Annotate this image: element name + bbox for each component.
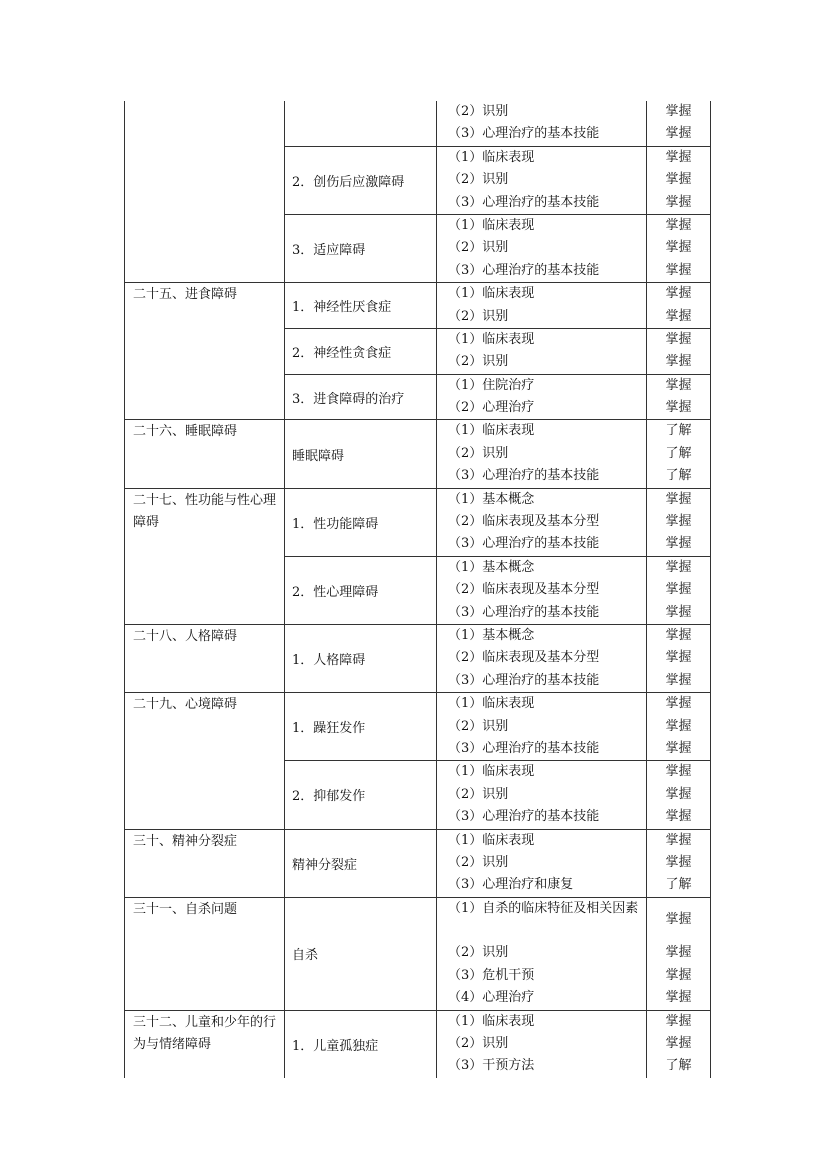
level-value: 掌握 [665,967,692,983]
level-value: 掌握 [665,809,692,825]
content-cell [437,214,647,282]
topic-cell [285,101,437,146]
level-value: 掌握 [665,1013,692,1029]
level-value: 了解 [665,423,692,439]
level-value: 掌握 [665,764,692,780]
content-item: （3）心理治疗的基本技能 [448,536,600,552]
table-row [125,693,711,761]
content-item: （2）识别 [448,445,509,461]
unit-cell: 二十六、睡眠障碍 [125,420,285,488]
topic-cell: 2．创伤后应激障碍 [285,146,437,214]
content-cell [437,283,647,329]
level-value: 掌握 [665,262,692,278]
level-cell [647,693,711,761]
topic-cell: 精神分裂症 [285,829,437,897]
content-item: （3）心理治疗的基本技能 [448,194,600,210]
level-value: 掌握 [665,990,692,1006]
topic-cell: 1．人格障碍 [285,624,437,692]
content-item: （1）临床表现 [448,696,535,712]
level-value: 掌握 [665,854,692,870]
content-item: （1）临床表现 [448,1013,535,1029]
content-cell [437,761,647,829]
topic-cell: 2．抑郁发作 [285,761,437,829]
table-row [125,101,711,146]
content-cell [437,1010,647,1078]
content-item: （3）心理治疗和康复 [448,877,574,893]
content-item: （1）基本概念 [448,627,535,643]
level-value: 掌握 [665,149,692,165]
content-cell [437,374,647,420]
level-value: 掌握 [665,604,692,620]
level-value: 掌握 [665,491,692,507]
level-value: 掌握 [665,718,692,734]
level-value: 了解 [665,877,692,893]
content-item: （2）临床表现及基本分型 [448,514,600,530]
content-cell [437,829,647,897]
content-item: （2）心理治疗 [448,400,535,416]
level-cell [647,761,711,829]
table-row [125,420,711,488]
level-value: 掌握 [665,582,692,598]
syllabus-table [124,101,711,1078]
level-value: 掌握 [665,217,692,233]
content-item: （2）临床表现及基本分型 [448,650,600,666]
content-item: （1）临床表现 [448,423,535,439]
level-cell [647,101,711,146]
level-cell [647,488,711,556]
level-cell [647,829,711,897]
content-item: （1）基本概念 [448,559,535,575]
content-cell [437,897,647,1010]
topic-cell: 3．适应障碍 [285,214,437,282]
level-value: 掌握 [665,172,692,188]
content-cell [437,328,647,374]
topic-cell: 2．神经性贪食症 [285,328,437,374]
level-cell [647,624,711,692]
content-item: （2）识别 [448,104,509,119]
table-row [125,1010,711,1078]
content-item: （2）识别 [448,240,509,256]
level-value: 掌握 [665,786,692,802]
level-value: 掌握 [665,400,692,416]
content-item: （2）识别 [448,1036,509,1052]
level-cell [647,1010,711,1078]
level-value: 掌握 [665,911,692,927]
content-item: （2）识别 [448,786,509,802]
content-item: （1）基本概念 [448,491,535,507]
content-item: （3）心理治疗的基本技能 [448,468,600,484]
unit-cell [125,101,285,283]
content-item: （3）心理治疗的基本技能 [448,809,600,825]
topic-cell: 2．性心理障碍 [285,556,437,624]
level-value: 掌握 [665,740,692,756]
level-value: 掌握 [665,104,692,119]
content-item: （1）自杀的临床特征及相关因素 [448,900,639,916]
level-value: 了解 [665,445,692,461]
table-row [125,624,711,692]
content-item: （2）识别 [448,308,509,324]
level-value: 了解 [665,1058,692,1074]
topic-cell: 1．儿童孤独症 [285,1010,437,1078]
level-value: 掌握 [665,832,692,848]
content-item: （3）心理治疗的基本技能 [448,672,600,688]
unit-cell: 三十二、儿童和少年的行为与情绪障碍 [125,1010,285,1078]
level-value: 掌握 [665,696,692,712]
content-cell [437,624,647,692]
unit-cell: 二十七、性功能与性心理障碍 [125,488,285,624]
table-row [125,283,711,329]
content-cell [437,693,647,761]
unit-cell: 三十、精神分裂症 [125,829,285,897]
level-cell [647,420,711,488]
content-cell [437,488,647,556]
level-value: 了解 [665,468,692,484]
unit-cell: 二十九、心境障碍 [125,693,285,829]
level-value: 掌握 [665,308,692,324]
content-item: （1）临床表现 [448,764,535,780]
level-value: 掌握 [665,377,692,393]
content-item: （2）识别 [448,172,509,188]
content-item: （2）临床表现及基本分型 [448,582,600,598]
topic-cell: 自杀 [285,897,437,1010]
topic-cell: 1．躁狂发作 [285,693,437,761]
level-value: 掌握 [665,945,692,961]
content-item: （1）临床表现 [448,331,535,347]
content-item: （2）识别 [448,354,509,370]
topic-cell: 3．进食障碍的治疗 [285,374,437,420]
topic-cell: 1．神经性厌食症 [285,283,437,329]
level-value: 掌握 [665,514,692,530]
level-value: 掌握 [665,331,692,347]
content-item: （2）识别 [448,945,509,961]
level-value: 掌握 [665,559,692,575]
content-cell [437,420,647,488]
table-row [125,829,711,897]
content-cell [437,146,647,214]
level-cell [647,146,711,214]
content-item: （4）心理治疗 [448,990,535,1006]
level-cell [647,214,711,282]
level-value: 掌握 [665,650,692,666]
content-cell [437,101,647,146]
syllabus-sheet [124,101,710,1078]
content-item: （1）临床表现 [448,149,535,165]
content-item: （1）临床表现 [448,286,535,302]
content-item: （3）心理治疗的基本技能 [448,740,600,756]
content-item: （3）心理治疗的基本技能 [448,262,600,278]
content-item: （1）临床表现 [448,832,535,848]
topic-cell: 睡眠障碍 [285,420,437,488]
level-cell [647,283,711,329]
level-value: 掌握 [665,194,692,210]
level-value: 掌握 [665,354,692,370]
level-cell [647,328,711,374]
level-cell [647,374,711,420]
level-value: 掌握 [665,1036,692,1052]
content-item: （2）识别 [448,718,509,734]
content-item: （3）危机干预 [448,967,535,983]
content-item: （3）心理治疗的基本技能 [448,126,600,142]
level-value: 掌握 [665,286,692,302]
level-value: 掌握 [665,627,692,643]
content-item: （3）干预方法 [448,1058,535,1074]
level-value: 掌握 [665,536,692,552]
table-row [125,897,711,1010]
content-item: （1）临床表现 [448,217,535,233]
content-item: （3）心理治疗的基本技能 [448,604,600,620]
unit-cell: 二十八、人格障碍 [125,624,285,692]
level-cell [647,556,711,624]
unit-cell: 二十五、进食障碍 [125,283,285,420]
topic-cell: 1．性功能障碍 [285,488,437,556]
content-cell [437,556,647,624]
table-row [125,488,711,556]
content-item: （1）住院治疗 [448,377,535,393]
level-value: 掌握 [665,126,692,142]
unit-cell: 三十一、自杀问题 [125,897,285,1010]
level-cell [647,897,711,1010]
level-value: 掌握 [665,240,692,256]
content-item: （2）识别 [448,854,509,870]
level-value: 掌握 [665,672,692,688]
